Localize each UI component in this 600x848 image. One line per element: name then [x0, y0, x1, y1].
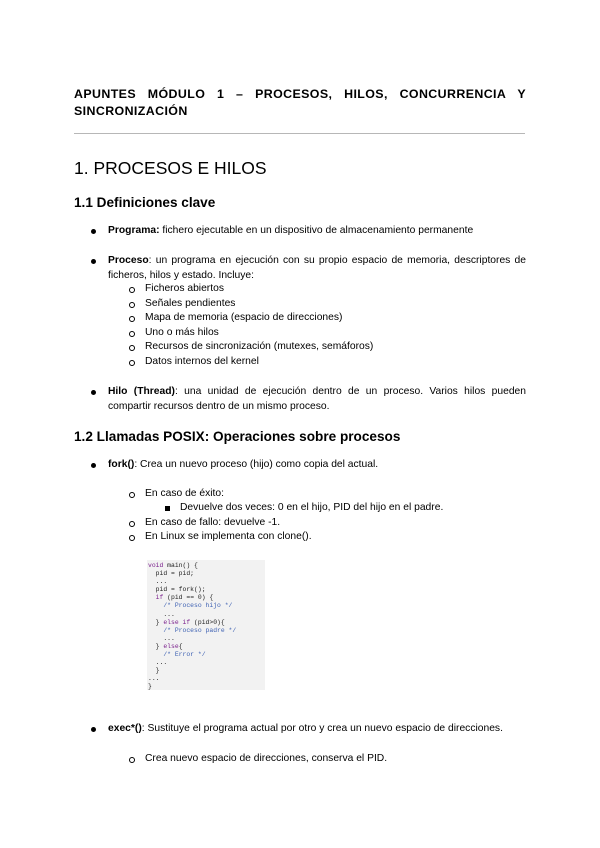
proceso-item: Señales pendientes [145, 298, 236, 309]
list-item-exec [108, 722, 526, 737]
code-line: ... [148, 610, 175, 618]
code-token: } [148, 618, 164, 626]
code-line: ... [148, 659, 168, 667]
exec-subitem: Crea nuevo espacio de direcciones, conserva el PID. [145, 753, 388, 764]
list-item-hilo [108, 385, 526, 414]
code-token: (pid == 0) { [163, 594, 214, 602]
term-exec: exec*() [108, 723, 142, 734]
code-line: } [148, 683, 152, 691]
term-proceso: Proceso [108, 255, 149, 266]
code-token: else if [163, 618, 191, 626]
bullet-circle-icon [129, 360, 135, 366]
term-fork: fork() [108, 459, 135, 470]
bullet-circle-icon [129, 535, 135, 541]
definition-exec: : Sustituye el programa actual por otro y crea un nuevo espacio de direcciones. [141, 723, 503, 734]
proceso-item: Uno o más hilos [145, 327, 219, 338]
term-hilo: Hilo (Thread) [108, 386, 175, 397]
code-line: ... [148, 634, 175, 642]
horizontal-rule [74, 133, 525, 134]
code-comment: /* Proceso padre */ [148, 626, 237, 634]
bullet-square-icon [165, 506, 170, 511]
list-item-fork [108, 458, 526, 473]
code-token: main() { [163, 562, 198, 569]
code-token: if [148, 594, 164, 602]
code-comment: /* Error */ [148, 651, 206, 659]
code-line: pid = fork(); [148, 586, 206, 594]
code-token: } [148, 642, 164, 650]
code-token: (pid>0){ [190, 618, 225, 626]
bullet-dot-icon [91, 259, 96, 264]
bullet-circle-icon [129, 521, 135, 527]
definition-proceso: : un programa en ejecución con su propio espacio de memoria, descriptores de ficheros, hilos y estado. Incluye: [108, 255, 526, 281]
bullet-dot-icon [91, 727, 96, 732]
proceso-item: Datos internos del kernel [145, 356, 259, 367]
bullet-circle-icon [129, 345, 135, 351]
bullet-circle-icon [129, 331, 135, 337]
subsection-heading-definiciones: 1.1 Definiciones clave [74, 195, 216, 210]
bullet-circle-icon [129, 316, 135, 322]
bullet-circle-icon [129, 492, 135, 498]
bullet-circle-icon [129, 302, 135, 308]
bullet-dot-icon [91, 390, 96, 395]
code-comment: /* Proceso hijo */ [148, 602, 233, 610]
code-line: ... [148, 675, 160, 683]
document-title: APUNTES MÓDULO 1 – PROCESOS, HILOS, CONCURRENCIA Y SINCRONIZACIÓN [74, 87, 526, 118]
proceso-item: Recursos de sincronización (mutexes, semáforos) [145, 341, 374, 352]
list-item-proceso [108, 254, 526, 283]
bullet-circle-icon [129, 287, 135, 293]
code-line: ... [148, 578, 168, 586]
subsection-heading-llamadas-posix: 1.2 Llamadas POSIX: Operaciones sobre procesos [74, 429, 401, 444]
fork-linux: En Linux se implementa con clone(). [145, 531, 312, 542]
code-line: } [148, 667, 160, 675]
code-token: else [163, 642, 179, 650]
term-programa: Programa: [108, 225, 160, 236]
definition-fork: : Crea un nuevo proceso (hijo) como copia del actual. [134, 459, 379, 470]
definition-programa: fichero ejecutable en un dispositivo de almacenamiento permanente [159, 225, 474, 236]
code-block [147, 560, 265, 692]
code-snippet-image [147, 560, 265, 690]
bullet-dot-icon [91, 229, 96, 234]
fork-exito-detail: Devuelve dos veces: 0 en el hijo, PID del hijo en el padre. [180, 502, 444, 513]
code-line: pid = pid; [148, 570, 195, 578]
section-heading-procesos-hilos: 1. PROCESOS E HILOS [74, 158, 267, 178]
code-token: void [148, 562, 164, 569]
bullet-dot-icon [91, 463, 96, 468]
list-item-programa [108, 224, 526, 239]
bullet-circle-icon [129, 757, 135, 763]
fork-exito: En caso de éxito: [145, 488, 224, 499]
definition-hilo: : una unidad de ejecución dentro de un proceso. Varios hilos pueden compartir recursos dentro de un mismo proceso. [108, 386, 526, 412]
fork-fallo: En caso de fallo: devuelve -1. [145, 517, 281, 528]
proceso-item: Ficheros abiertos [145, 283, 224, 294]
proceso-item: Mapa de memoria (espacio de direcciones) [145, 312, 343, 323]
code-token: { [178, 642, 183, 650]
